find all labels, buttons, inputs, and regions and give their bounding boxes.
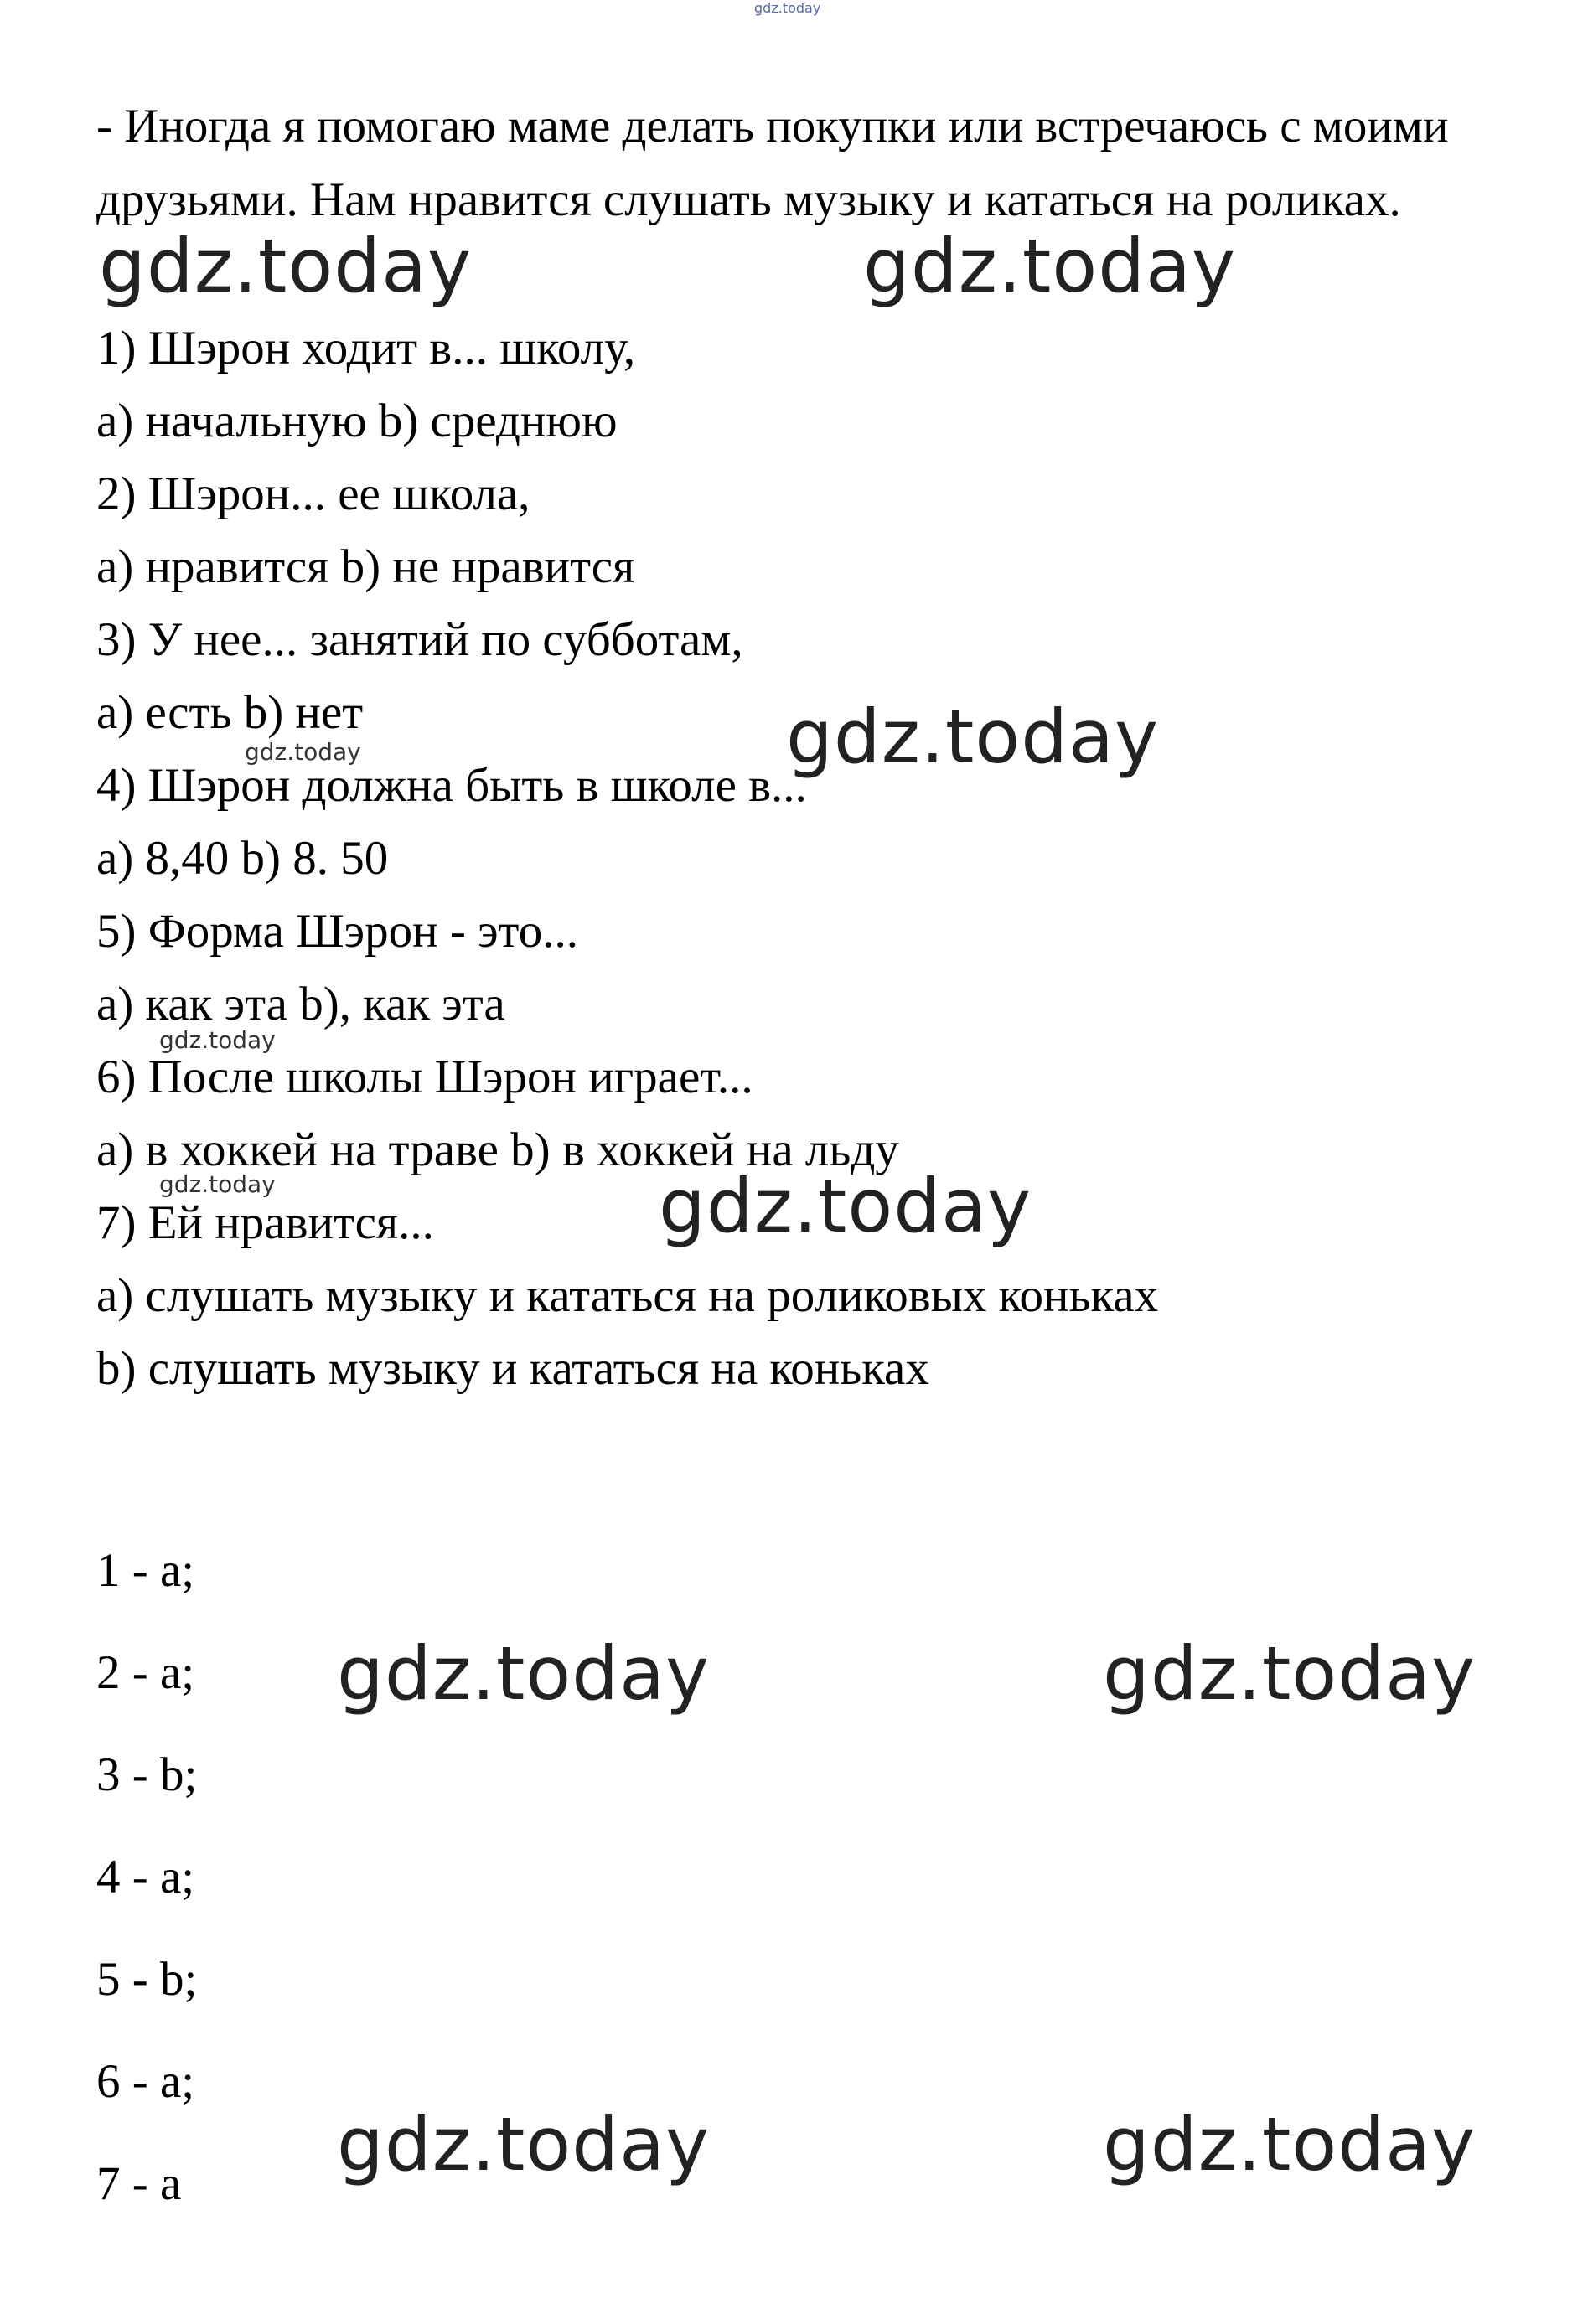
watermark-small: gdz.today: [159, 1026, 276, 1054]
answer-line: 6 - а;: [96, 2055, 195, 2108]
watermark-top: gdz.today: [754, 0, 821, 16]
answer-line: 3 - b;: [96, 1748, 198, 1801]
question-line: b) слушать музыку и кататься на коньках: [96, 1342, 929, 1395]
question-line: а) как эта b), как эта: [96, 978, 505, 1030]
question-line: а) 8,40 b) 8. 50: [96, 832, 389, 885]
intro-line-1: - Иногда я помогаю маме делать покупки или встречаюсь с моими: [96, 100, 1449, 152]
watermark-small: gdz.today: [245, 738, 361, 766]
watermark: gdz.today: [1103, 2101, 1477, 2187]
watermark: gdz.today: [863, 223, 1237, 309]
watermark: gdz.today: [337, 2101, 711, 2187]
answer-line: 5 - b;: [96, 1953, 198, 2006]
intro-line-2: друзьями. Нам нравится слушать музыку и кататься на роликах.: [96, 173, 1401, 226]
question-line: а) начальную b) среднюю: [96, 395, 618, 447]
watermark: gdz.today: [337, 1630, 711, 1717]
watermark: gdz.today: [786, 694, 1160, 780]
watermark: gdz.today: [659, 1163, 1032, 1249]
question-line: 1) Шэрон ходит в... школу,: [96, 322, 636, 374]
question-line: а) есть b) нет: [96, 686, 364, 739]
watermark: gdz.today: [99, 223, 473, 309]
answer-line: 7 - а: [96, 2157, 182, 2210]
question-line: 5) Форма Шэрон - это...: [96, 905, 578, 958]
watermark: gdz.today: [1103, 1630, 1477, 1717]
question-line: 2) Шэрон... ее школа,: [96, 467, 530, 520]
question-line: 7) Ей нравится...: [96, 1196, 434, 1249]
question-line: 4) Шэрон должна быть в школе в...: [96, 759, 807, 812]
answer-line: 2 - а;: [96, 1646, 195, 1699]
answer-line: 4 - а;: [96, 1851, 195, 1903]
question-line: а) в хоккей на траве b) в хоккей на льду: [96, 1123, 899, 1176]
watermark-small: gdz.today: [159, 1170, 276, 1198]
question-line: 3) У нее... занятий по субботам,: [96, 613, 743, 666]
question-line: 6) После школы Шэрон играет...: [96, 1051, 753, 1103]
answer-line: 1 - а;: [96, 1544, 195, 1597]
question-line: а) слушать музыку и кататься на роликовых коньках: [96, 1269, 1159, 1322]
question-line: а) нравится b) не нравится: [96, 540, 635, 593]
